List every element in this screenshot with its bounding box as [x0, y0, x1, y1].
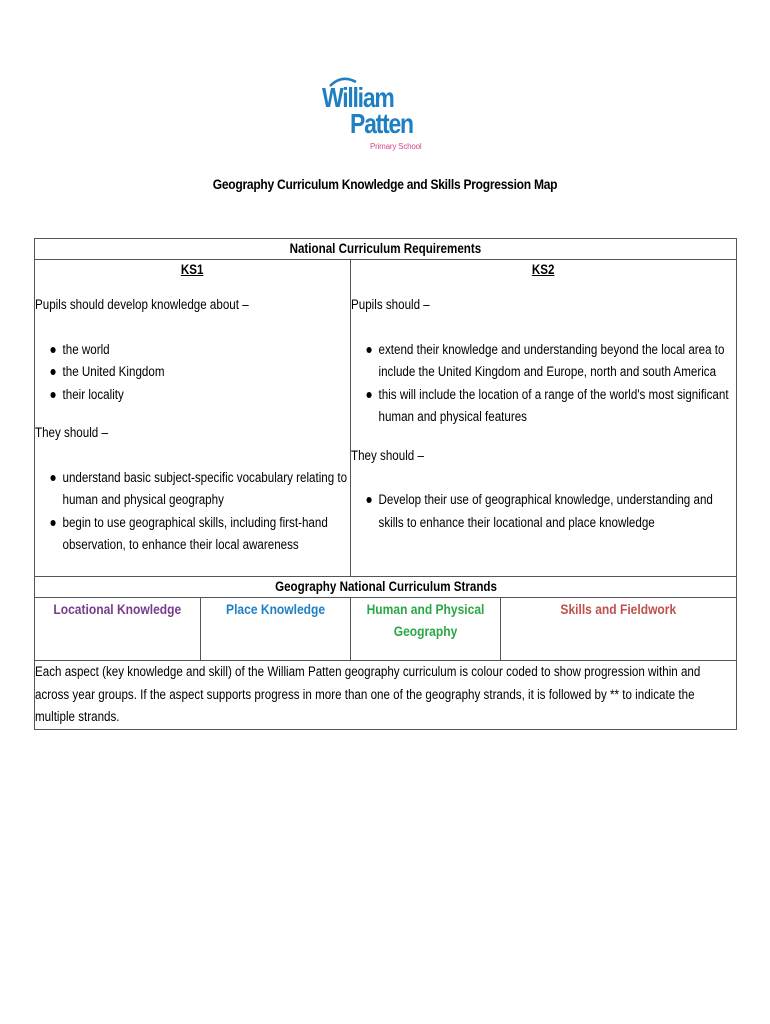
strand-locational-knowledge: Locational Knowledge	[35, 598, 201, 661]
list-item: Develop their use of geographical knowledge, understanding and skills to enhance their locational and place knowledge	[351, 489, 735, 534]
school-logo	[320, 76, 430, 158]
ks2-content	[351, 280, 737, 577]
ks2-should: They should –	[351, 447, 424, 463]
ks1-header: KS1	[35, 260, 351, 281]
logo-line-3: Primary School	[370, 142, 422, 151]
ks1-intro: Pupils should develop knowledge about –	[35, 297, 249, 312]
national-curriculum-header: National Curriculum Requirements	[35, 239, 737, 260]
ks2-skills-list	[351, 489, 735, 534]
list-item: the world	[35, 339, 349, 362]
list-item: extend their knowledge and understanding beyond the local area to include the United Kingdom and Europe, north and south America	[351, 339, 735, 384]
logo-line-1: William	[322, 82, 394, 113]
strands-header: Geography National Curriculum Strands	[35, 577, 737, 598]
ks1-knowledge-list	[35, 339, 349, 407]
ks1-should: They should –	[35, 425, 108, 440]
logo-line-2: Patten	[350, 108, 413, 139]
curriculum-table	[34, 238, 737, 730]
strand-human-physical-geography: Human and Physical Geography	[351, 598, 501, 661]
colour-coding-note: Each aspect (key knowledge and skill) of the William Patten geography curriculum is colour coded to show progression within and across year groups. If the aspect supports progress in more than one of the geography strands, it is followed by ** to indicate the multiple strands.	[35, 661, 737, 730]
list-item: understand basic subject-specific vocabulary relating to human and physical geography	[35, 467, 349, 512]
strand-place-knowledge: Place Knowledge	[201, 598, 351, 661]
list-item: begin to use geographical skills, including first-hand observation, to enhance their local awareness	[35, 512, 349, 557]
list-item: their locality	[35, 384, 349, 407]
ks2-header: KS2	[351, 260, 737, 281]
ks1-content	[35, 280, 351, 577]
page-title: Geography Curriculum Knowledge and Skills Progression Map	[212, 176, 558, 192]
list-item: the United Kingdom	[35, 361, 349, 384]
ks2-intro: Pupils should –	[351, 297, 430, 312]
ks2-knowledge-list	[351, 339, 735, 429]
list-item: this will include the location of a range of the world's most significant human and physical features	[351, 384, 735, 429]
strand-skills-fieldwork: Skills and Fieldwork	[501, 598, 737, 661]
ks1-skills-list	[35, 467, 349, 557]
